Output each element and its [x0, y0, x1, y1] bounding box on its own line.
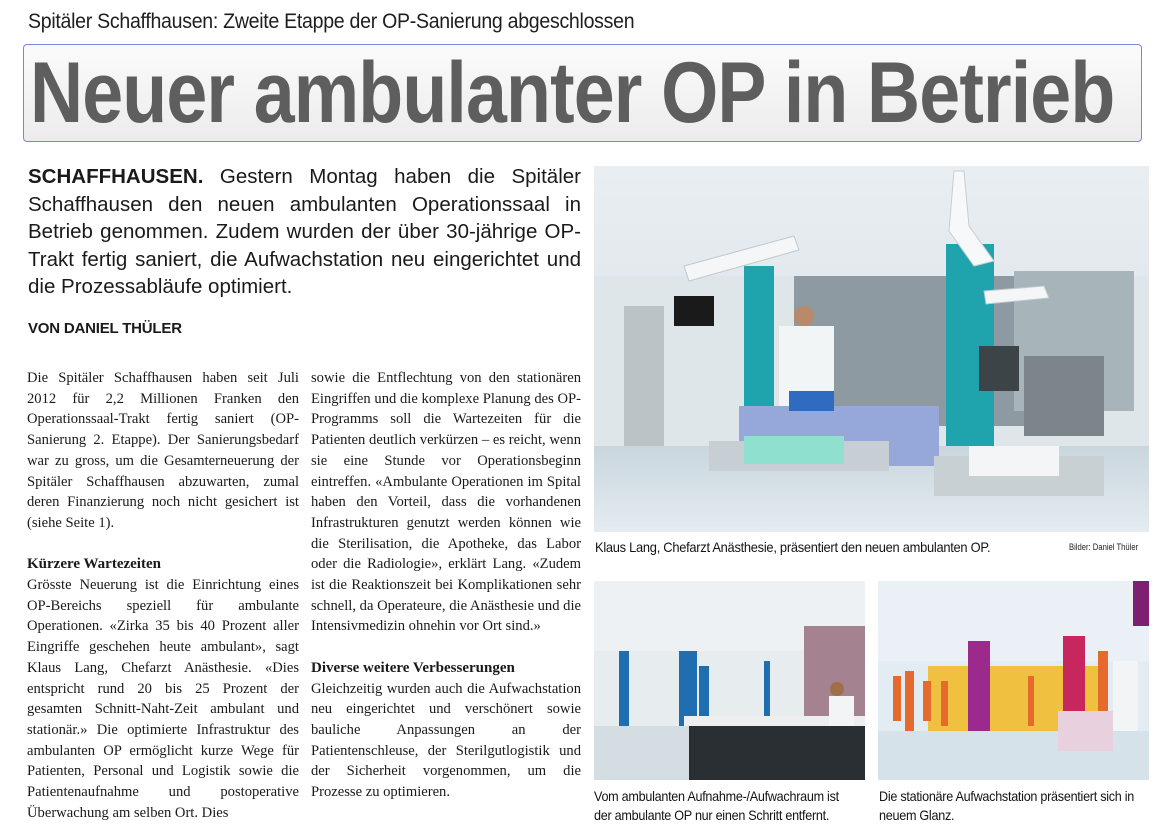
subheading: Diverse weitere Verbesserungen [311, 659, 515, 676]
photo-caption-main: Klaus Lang, Chefarzt Anästhesie, präsentiert den neuen ambulanten OP. [595, 539, 991, 555]
paragraph: Die Spitäler Schaffhausen haben seit Juli 2012 für 2,2 Millionen Franken den Operationssaal-Trakt fertig saniert (OP-Sanierung 2. Etappe). Der Sanierungsbedarf war zu gross, um die Gesamterneuerung der Spitäler Schaffhausen abzuwarten, zumal deren Finanzierung noch nicht gesichert ist (siehe Seite 1). [27, 370, 299, 531]
article-column-1 [27, 368, 299, 823]
photo-recovery-ward [878, 581, 1149, 780]
lead-text: Gestern Montag haben die Spitäler Schaffhausen den neuen ambulanten Operationssaal in Betrieb genommen. Zudem wurden der über 30-jährige OP-Trakt fertig saniert, die Aufwachstation neu eingerichtet und die Prozessabläufe optimiert. [28, 165, 581, 298]
kicker-headline: Spitäler Schaffhausen: Zweite Etappe der OP-Sanierung abgeschlossen [28, 10, 635, 33]
photo-recovery-room [594, 581, 865, 780]
paragraph: Grösste Neuerung ist die Einrichtung eines OP-Bereichs speziell für ambulante Operationen. «Zirka 35 bis 40 Prozent aller Eingriffe geschehen heute ambulant», sagt Klaus Lang, Chefarzt Anästhesie. «Dies entspricht rund 20 bis 25 Prozent der gesamten Schnitt-Naht-Zeit ambulant und stationär.» Die optimierte Infrastruktur des ambulanten OP ermöglicht kurze Wege für Patienten, Personal und Logistik sowie die Patientenaufnahme und postoperative Überwachung am selben Ort. Dies [27, 577, 299, 821]
subheading: Kürzere Wartezeiten [27, 556, 161, 573]
photo-caption-left: Vom ambulanten Aufnahme-/Aufwachraum ist der ambulante OP nur einen Schritt entfernt. [594, 788, 839, 823]
dateline: SCHAFFHAUSEN. [28, 165, 204, 188]
photo-caption-right: Die stationäre Aufwachstation präsentiert sich in neuem Glanz. [879, 788, 1135, 823]
headline-box [23, 44, 1142, 142]
photo-operating-room [594, 166, 1149, 532]
article-column-2 [311, 368, 581, 803]
paragraph: sowie die Entflechtung von den stationären Eingriffen und die komplexe Planung des OP-Programms soll die Wartezeiten für die Patienten deutlich verkürzen – es reicht, wenn sie eine Stunde vor Operationsbeginn eintreffen. «Ambulante Operationen im Spital haben den Vorteil, dass die vorhandenen Infrastrukturen genutzt werden können wie die Sterilisation, die Apotheke, das Labor oder die Radiologie», erklärt Lang. «Zudem ist die Reaktionszeit bei Komplikationen sehr schnell, da Operateure, die Anästhesie und die Intensivmedizin ohnehin vor Ort sind.» [311, 370, 581, 635]
byline: VON DANIEL THÜLER [28, 320, 182, 337]
lead-paragraph [28, 163, 581, 301]
headline: Neuer ambulanter OP in Betrieb [30, 45, 1115, 141]
paragraph: Gleichzeitig wurden auch die Aufwachstation neu eingerichtet und verschönert sowie bauliche Anpassungen an der Patientenschleuse, der Sterilgutlogistik und der Sicherheit vorgenommen, um die Prozesse zu optimieren. [311, 680, 581, 801]
photo-credit: Bilder: Daniel Thüler [1069, 542, 1139, 552]
